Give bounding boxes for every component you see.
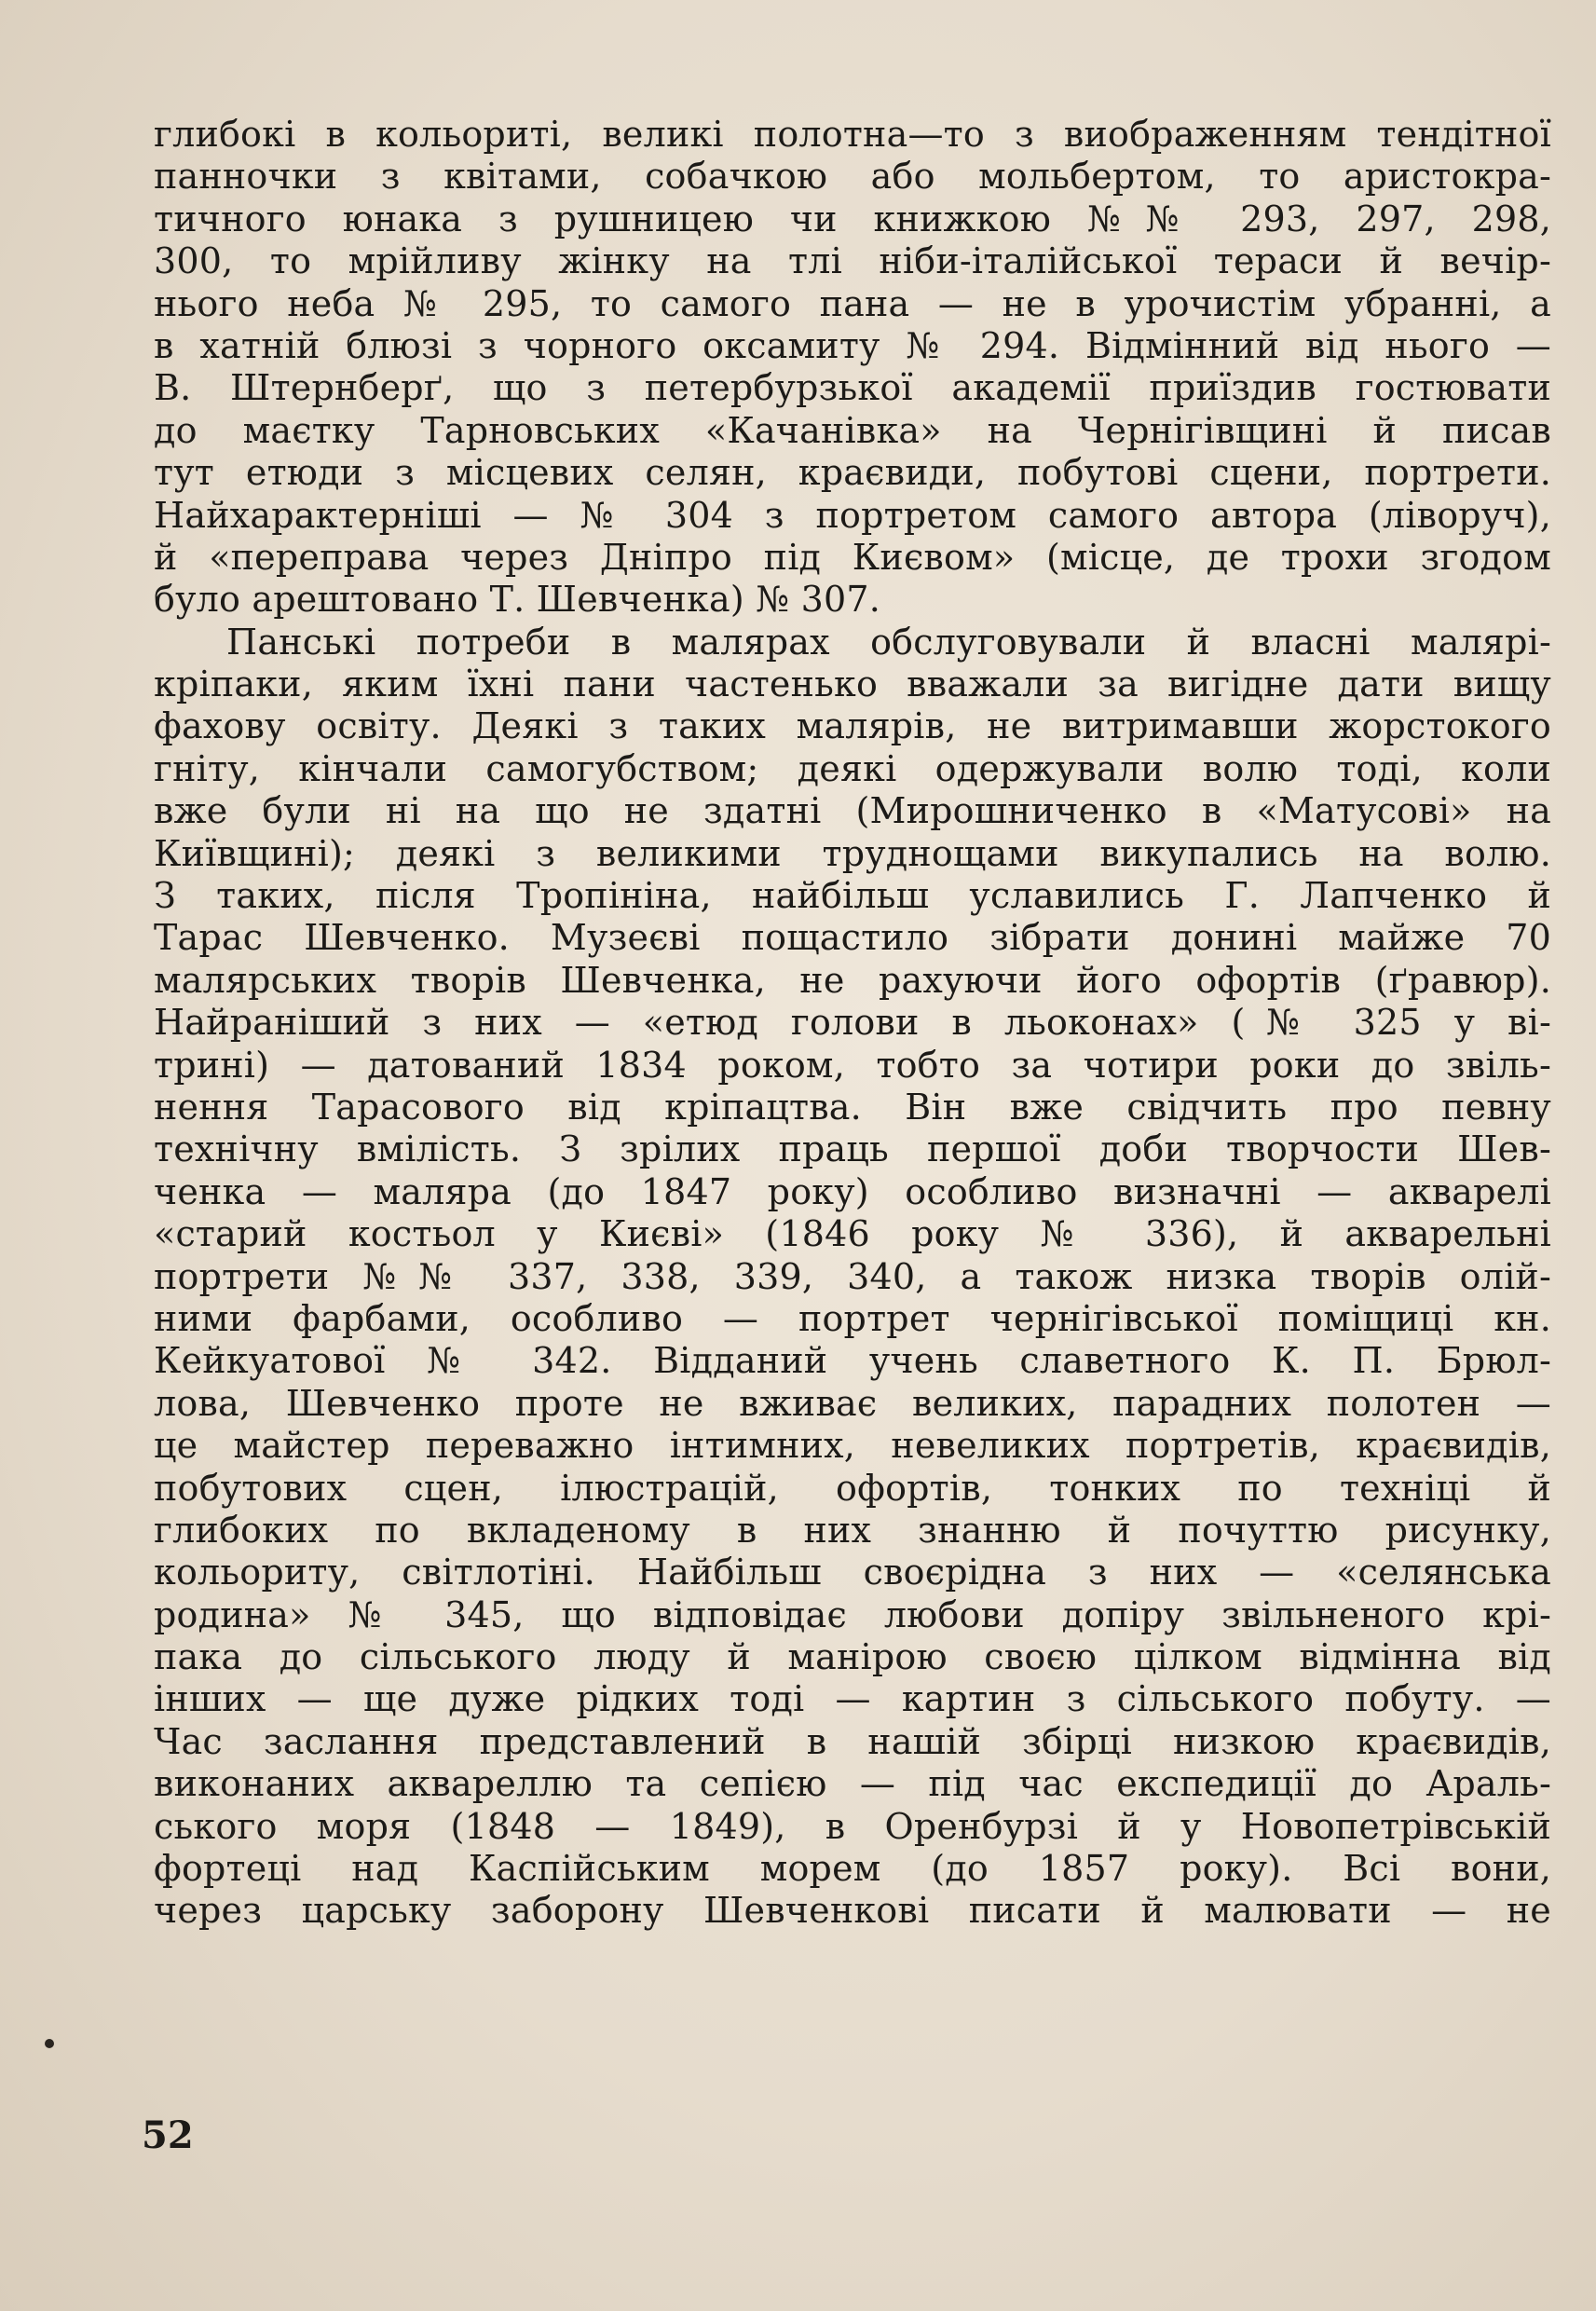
text-line: Київщині); деякі з великими труднощами викупались на волю. bbox=[154, 832, 1551, 874]
text-line: побутових сцен, ілюстрацій, офортів, тонких по техніці й bbox=[154, 1467, 1551, 1509]
text-line: нього неба № 295, то самого пана — не в урочистім убранні, а bbox=[154, 282, 1551, 324]
text-line: вже були ні на що не здатні (Мирошниченко в «Матусові» на bbox=[154, 790, 1551, 832]
text-line: 300, то мрійливу жінку на тлі ніби-італійської тераси й вечір- bbox=[154, 240, 1551, 282]
text-line: тут етюди з місцевих селян, краєвиди, побутові сцени, портрети. bbox=[154, 452, 1551, 494]
text-line: ченка — маляра (до 1847 року) особливо визначні — акварелі bbox=[154, 1170, 1551, 1212]
text-line: тичного юнака з рушницею чи книжкою №№ 293, 297, 298, bbox=[154, 198, 1551, 239]
text-line: технічну вмілість. З зрілих праць першої доби творчости Шев- bbox=[154, 1128, 1551, 1170]
text-line: лова, Шевченко проте не вживає великих, парадних полотен — bbox=[154, 1382, 1551, 1424]
text-line: й «переправа через Дніпро під Києвом» (місце, де трохи згодом bbox=[154, 536, 1551, 578]
ink-dot bbox=[45, 2039, 54, 2048]
text-line: в хатній блюзі з чорного оксамиту № 294. Відмінний від нього — bbox=[154, 324, 1551, 366]
text-line: Найраніший з них — «етюд голови в льоконах» (№ 325 у ві- bbox=[154, 1002, 1551, 1044]
text-line: Тарас Шевченко. Музеєві пощастило зібрати донині майже 70 bbox=[154, 917, 1551, 959]
text-line: Найхарактерніші — № 304 з портретом самого автора (ліворуч), bbox=[154, 494, 1551, 536]
text-line: Кейкуатової № 342. Відданий учень славетного К. П. Брюл- bbox=[154, 1340, 1551, 1382]
text-line: родина» № 345, що відповідає любови допіру звільненого крі- bbox=[154, 1593, 1551, 1635]
text-line: З таких, після Тропініна, найбільш уславились Г. Лапченко й bbox=[154, 875, 1551, 917]
text-line: кріпаки, яким їхні пани частенько вважали за вигідне дати вищу bbox=[154, 663, 1551, 705]
text-line: пака до сільського люду й манірою своєю цілком відмінна від bbox=[154, 1636, 1551, 1678]
text-line: трині) — датований 1834 роком, тобто за чотири роки до звіль- bbox=[154, 1044, 1551, 1086]
text-line: малярських творів Шевченка, не рахуючи його офортів (ґравюр). bbox=[154, 959, 1551, 1001]
text-line: ними фарбами, особливо — портрет чернігівської поміщиці кн. bbox=[154, 1297, 1551, 1339]
text-line: до маєтку Тарновських «Качанівка» на Чернігівщині й писав bbox=[154, 409, 1551, 451]
text-line: це майстер переважно інтимних, невеликих портретів, краєвидів, bbox=[154, 1425, 1551, 1467]
text-line: гніту, кінчали самогубством; деякі одержували волю тоді, коли bbox=[154, 747, 1551, 789]
text-line: фортеці над Каспійським морем (до 1857 року). Всі вони, bbox=[154, 1848, 1551, 1890]
text-line: В. Штернберґ, що з петербурзької академії приїздив гостювати bbox=[154, 367, 1551, 409]
text-line: Час заслання представлений в нашій збірці низкою краєвидів, bbox=[154, 1720, 1551, 1762]
text-line: через царську заборону Шевченкові писати й малювати — не bbox=[154, 1890, 1551, 1932]
text-line: панночки з квітами, собачкою або мольбертом, то аристокра- bbox=[154, 156, 1551, 198]
text-line: виконаних аквареллю та сепією — під час експедиції до Араль- bbox=[154, 1763, 1551, 1805]
text-line: портрети №№ 337, 338, 339, 340, а також низка творів олій- bbox=[154, 1255, 1551, 1297]
text-line: інших — ще дуже рідких тоді — картин з сільського побуту. — bbox=[154, 1678, 1551, 1720]
body-text bbox=[154, 114, 1551, 1933]
text-line: глибоких по вкладеному в них знанню й почуттю рисунку, bbox=[154, 1509, 1551, 1551]
text-line: глибокі в кольориті, великі полотна—то з виображенням тендітної bbox=[154, 114, 1551, 155]
text-line: ського моря (1848 — 1849), в Оренбурзі й у Новопетрівській bbox=[154, 1805, 1551, 1847]
text-line: фахову освіту. Деякі з таких малярів, не витримавши жорстокого bbox=[154, 705, 1551, 747]
text-line: було арештовано Т. Шевченка) № 307. bbox=[154, 579, 881, 621]
text-line: Панські потреби в малярах обслуговували й власні малярі- bbox=[226, 621, 1551, 663]
text-line: нення Тарасового від кріпацтва. Він вже свідчить про певну bbox=[154, 1086, 1551, 1128]
text-line: «старий костьол у Києві» (1846 року № 336), й акварельні bbox=[154, 1213, 1551, 1255]
page-number: 52 bbox=[142, 2113, 194, 2157]
text-line: кольориту, світлотіні. Найбільш своєрідна з них — «селянська bbox=[154, 1552, 1551, 1593]
